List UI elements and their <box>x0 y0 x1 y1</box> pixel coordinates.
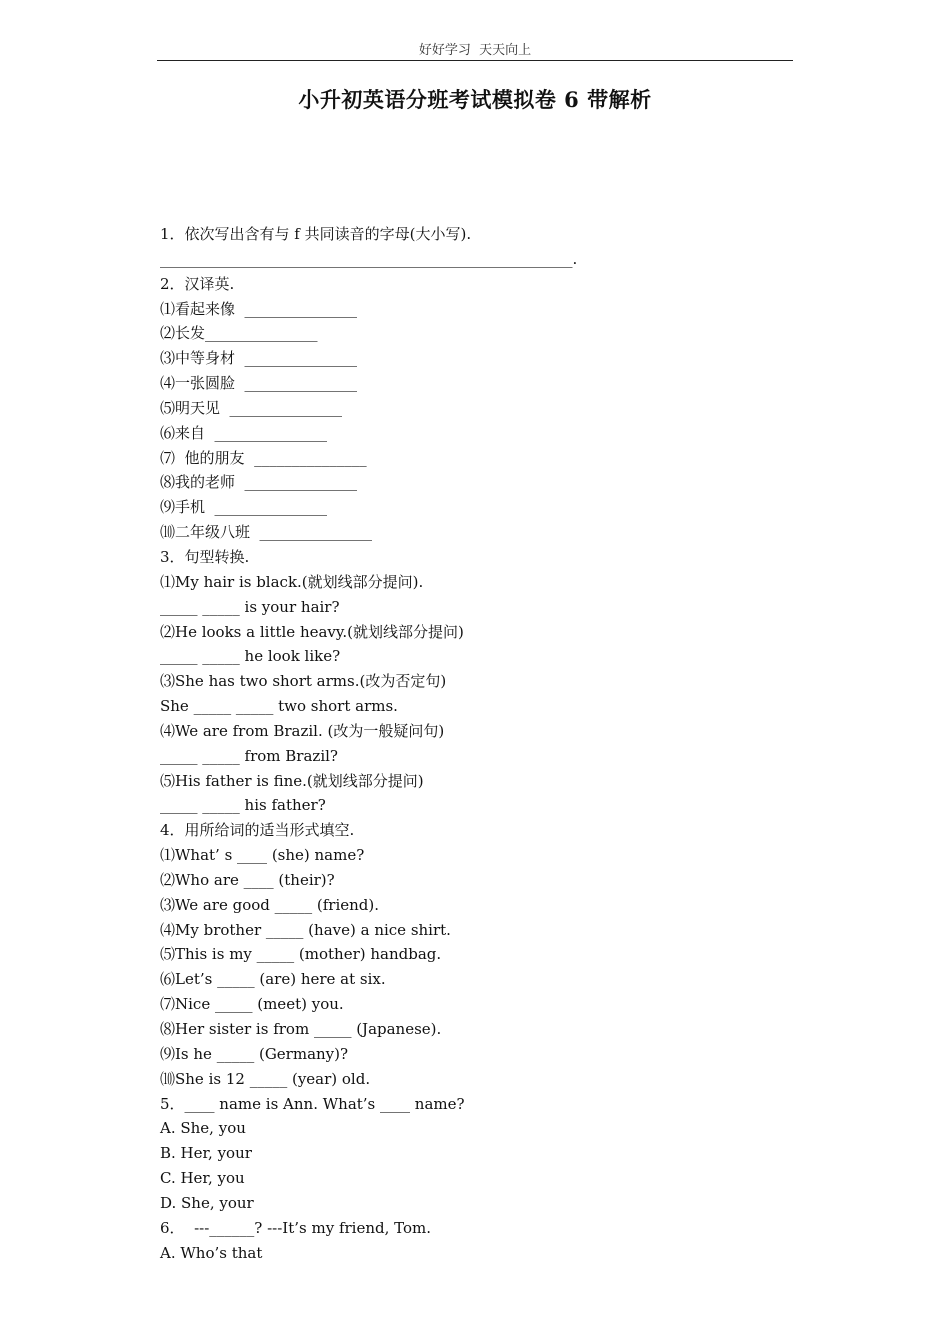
question-3-answer: She _____ _____ two short arms. <box>160 697 398 716</box>
question-4-item: ⑸This is my _____ (mother) handbag. <box>160 945 442 964</box>
question-3-answer: _____ _____ he look like? <box>160 647 341 666</box>
question-4-item: ⑼Is he _____ (Germany)? <box>160 1044 349 1063</box>
question-3-item: ⑶She has two short arms.(改为否定句) <box>160 672 447 691</box>
question-3-item: ⑴My hair is black.(就划线部分提问). <box>160 572 424 591</box>
question-3-item: ⑷We are from Brazil. (改为一般疑问句) <box>160 721 445 740</box>
question-4-item: ⑻Her sister is from _____ (Japanese). <box>160 1020 442 1038</box>
question-4-item: ⑶We are good _____ (friend). <box>160 895 380 914</box>
question-5-prompt: 5．____ name is Ann. What’s ____ name? <box>160 1094 465 1113</box>
question-5-option-b: B. Her, your <box>160 1144 252 1163</box>
question-4-prompt: 4．用所给词的适当形式填空. <box>160 821 355 840</box>
question-6-option-a: A. Who’s that <box>160 1243 263 1262</box>
question-3-prompt: 3．句型转换. <box>160 547 250 566</box>
question-2-item: ⑶中等身材 _______________ <box>160 349 358 368</box>
question-1-prompt: 1．依次写出含有与 f 共同读音的字母(大小写). <box>160 225 472 243</box>
question-2-item: ⑽二年级八班 _______________ <box>160 523 373 542</box>
question-5-option-d: D. She, your <box>160 1193 254 1212</box>
question-4-item: ⑷My brother _____ (have) a nice shirt. <box>160 920 451 939</box>
question-2-item: ⑸明天见 _______________ <box>160 398 343 417</box>
question-2-item: ⑴看起来像 _______________ <box>160 299 358 318</box>
header-divider <box>157 60 793 61</box>
question-3-answer: _____ _____ his father? <box>160 796 326 815</box>
question-4-item: ⑵Who are ____ (their)? <box>160 870 335 889</box>
question-5-option-a: A. She, you <box>160 1119 246 1138</box>
question-4-item: ⑴What’ s ____ (she) name? <box>160 846 365 865</box>
question-4-item: ⑹Let’s _____ (are) here at six. <box>160 970 386 989</box>
question-1-answer-blank: _______________________________________________________. <box>160 249 578 268</box>
question-2-item: ⑻我的老师 _______________ <box>160 473 358 492</box>
question-4-item: ⑽She is 12 _____ (year) old. <box>160 1069 371 1088</box>
document-body <box>160 222 800 1265</box>
question-2-item: ⑷一张圆脸 _______________ <box>160 374 358 393</box>
question-5-option-c: C. Her, you <box>160 1169 245 1188</box>
question-3-answer: _____ _____ from Brazil? <box>160 746 338 765</box>
question-6-prompt: 6． ---______? ---It’s my friend, Tom. <box>160 1218 432 1237</box>
question-2-item: ⑼手机 _______________ <box>160 498 328 517</box>
question-2-item: ⑹来自 _______________ <box>160 423 328 442</box>
question-2-item: ⑵长发_______________ <box>160 324 318 343</box>
question-3-answer: _____ _____ is your hair? <box>160 597 340 616</box>
question-4-item: ⑺Nice _____ (meet) you. <box>160 995 344 1014</box>
question-2-item: ⑺ 他的朋友 _______________ <box>160 448 367 467</box>
question-3-item: ⑵He looks a little heavy.(就划线部分提问) <box>160 622 464 641</box>
document-title: 小升初英语分班考试模拟卷 6 带解析 <box>298 87 652 112</box>
page-header-text: 好好学习 天天向上 <box>418 43 532 58</box>
question-3-item: ⑸His father is fine.(就划线部分提问) <box>160 771 424 790</box>
question-2-prompt: 2．汉译英. <box>160 274 235 293</box>
